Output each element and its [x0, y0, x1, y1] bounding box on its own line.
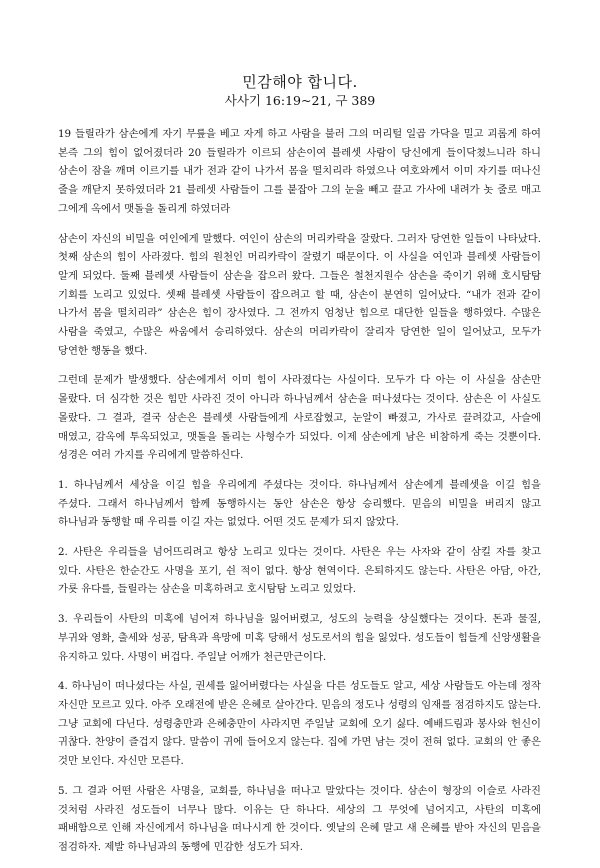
point-4-paragraph: 4. 하나님이 떠나셨다는 사실, 권세를 잃어버렸다는 사실을 다른 성도들도 알고, 세상 사람들도 아는데 정작 자신만 모르고 있다. 아주 오래전에 받은 은혜로 살아간다. 믿음의 정도나 성령의 임재를 점검하지도 않는다. 그냥 교회에 다닌다. 성령충만과 은혜충만이 사라지면 주일날 교회에 오기 싫다. 예배드림과 봉사와 헌신이 귀찮다. 찬양이 즐겁지 않다. 말씀이 귀에 들어오지 않는다. 집에 가면 남는 것이 전혀 없다. 교회의 안 좋은 것만 보인다. 자신만 모른다. [58, 680, 541, 768]
body-paragraph: 그런데 문제가 발생했다. 삼손에게서 이미 힘이 사라졌다는 사실이다. 모두가 다 아는 이 사실을 삼손만 몰랐다. 더 심각한 것은 힘만 사라진 것이 아니라 하나님께서 삼손을 떠나셨다는 것이다. 삼손은 이 사실도 몰랐다. 그 결과, 결국 삼손은 블레셋 사람들에게 사로잡혔고, 눈알이 빠졌고, 가사로 끌려갔고, 사슬에 매였고, 감옥에 투옥되었고, 맷돌을 돌리는 사형수가 되었다. 이제 삼손에게 남은 비참하게 죽는 것뿐이다. 성경은 여러 가지를 우리에게 말씀하신다. [58, 374, 541, 462]
body-paragraph: 삼손이 자신의 비밀을 여인에게 말했다. 여인이 삼손의 머리카락을 잘랐다. 그러자 당연한 일들이 나타났다. 첫째 삼손의 힘이 사라졌다. 힘의 원천인 머리카락이 잘렸기 때문이다. 이 사실을 여인과 블레셋 사람들이 알게 되었다. 둘째 블레셋 사람들이 삼손을 잡으러 왔다. 그들은 철천지원수 삼손을 죽이기 위해 호시탐탐 기회를 노리고 있었다. 셋째 블레셋 사람들이 잡으려고 할 때, 삼손이 분연히 일어났다. “내가 전과 같이 나가서 몸을 떨치리라” 삼손은 힘이 장사였다. 그 전까지 엄청난 힘으로 대단한 일들을 행하였다. 수많은 사람을 죽였고, 수많은 싸움에서 승리하였다. 삼손의 머리카락이 잘리자 당연한 일이 일어났고, 모두가 당연한 행동을 했다. [58, 232, 541, 357]
sermon-title: 민감해야 합니다. [242, 73, 358, 91]
point-2-paragraph: 2. 사탄은 우리들을 넘어뜨리려고 항상 노리고 있다는 것이다. 사탄은 우는 사자와 같이 삼킬 자를 찾고 있다. 사탄은 한순간도 사명을 포기, 쉰 적이 없다. 항상 현역이다. 은퇴하지도 않는다. 사탄은 아담, 아간, 가룟 유다를, 들릴라는 삼손을 미혹하려고 호시탐탐 노리고 있었다. [58, 546, 541, 596]
scripture-passage: 19 들릴라가 삼손에게 자기 무릎을 베고 자게 하고 사람을 불러 그의 머리털 일곱 가닥을 밀고 괴롭게 하여 본즉 그의 힘이 없어졌더라 20 들릴라가 이르되 삼손이여 블레셋 사람이 당신에게 들이닥쳤느니라 하니 삼손이 잠을 깨며 이르기를 내가 전과 같이 나가서 몸을 떨치리라 하였으나 여호와께서 이미 자기를 떠나신 줄을 깨닫지 못하였더라 21 블레셋 사람들이 그를 붙잡아 그의 눈을 빼고 끌고 가사에 내려가 놋 줄로 매고 그에게 옥에서 맷돌을 돌리게 하였더라 [58, 128, 541, 215]
scripture-reference: 사사기 16:19~21, 구 389 [224, 93, 376, 108]
point-1-paragraph: 1. 하나님께서 세상을 이길 힘을 우리에게 주셨다는 것이다. 하나님께서 삼손에게 블레셋을 이길 힘을 주셨다. 그래서 하나님께서 함께 동행하시는 동안 삼손은 항상 승리했다. 믿음의 비밀을 버리지 않고 하나님과 동행할 때 우리를 이길 자는 없었다. 어떤 것도 문제가 되지 않았다. [58, 478, 541, 529]
point-3-paragraph: 3. 우리들이 사탄의 미혹에 넘어져 하나님을 잃어버렸고, 성도의 능력을 상실했다는 것이다. 돈과 물질, 부귀와 영화, 출세와 성공, 탐욕과 욕망에 미혹 당해서 성도로서의 힘을 잃었다. 성도들이 힘들게 신앙생활을 유지하고 있다. 사명이 버겁다. 주일날 어깨가 천근만근이다. [58, 613, 541, 663]
point-5-paragraph: 5. 그 결과 어떤 사람은 사명을, 교회를, 하나님을 떠나고 말았다는 것이다. 삼손이 형장의 이슬로 사라진 것처럼 사라진 성도들이 너무나 많다. 이유는 단 하나다. 세상의 그 무엇에 넘어지고, 사탄의 미혹에 패배함으로 인해 자신에게서 하나님을 떠나시게 한 것이다. 옛날의 은혜 말고 새 은혜를 받아 자신의 믿음을 점검하자. 제발 하나님과의 동행에 민감한 성도가 되자. [58, 784, 541, 853]
sermon-body [58, 125, 541, 868]
